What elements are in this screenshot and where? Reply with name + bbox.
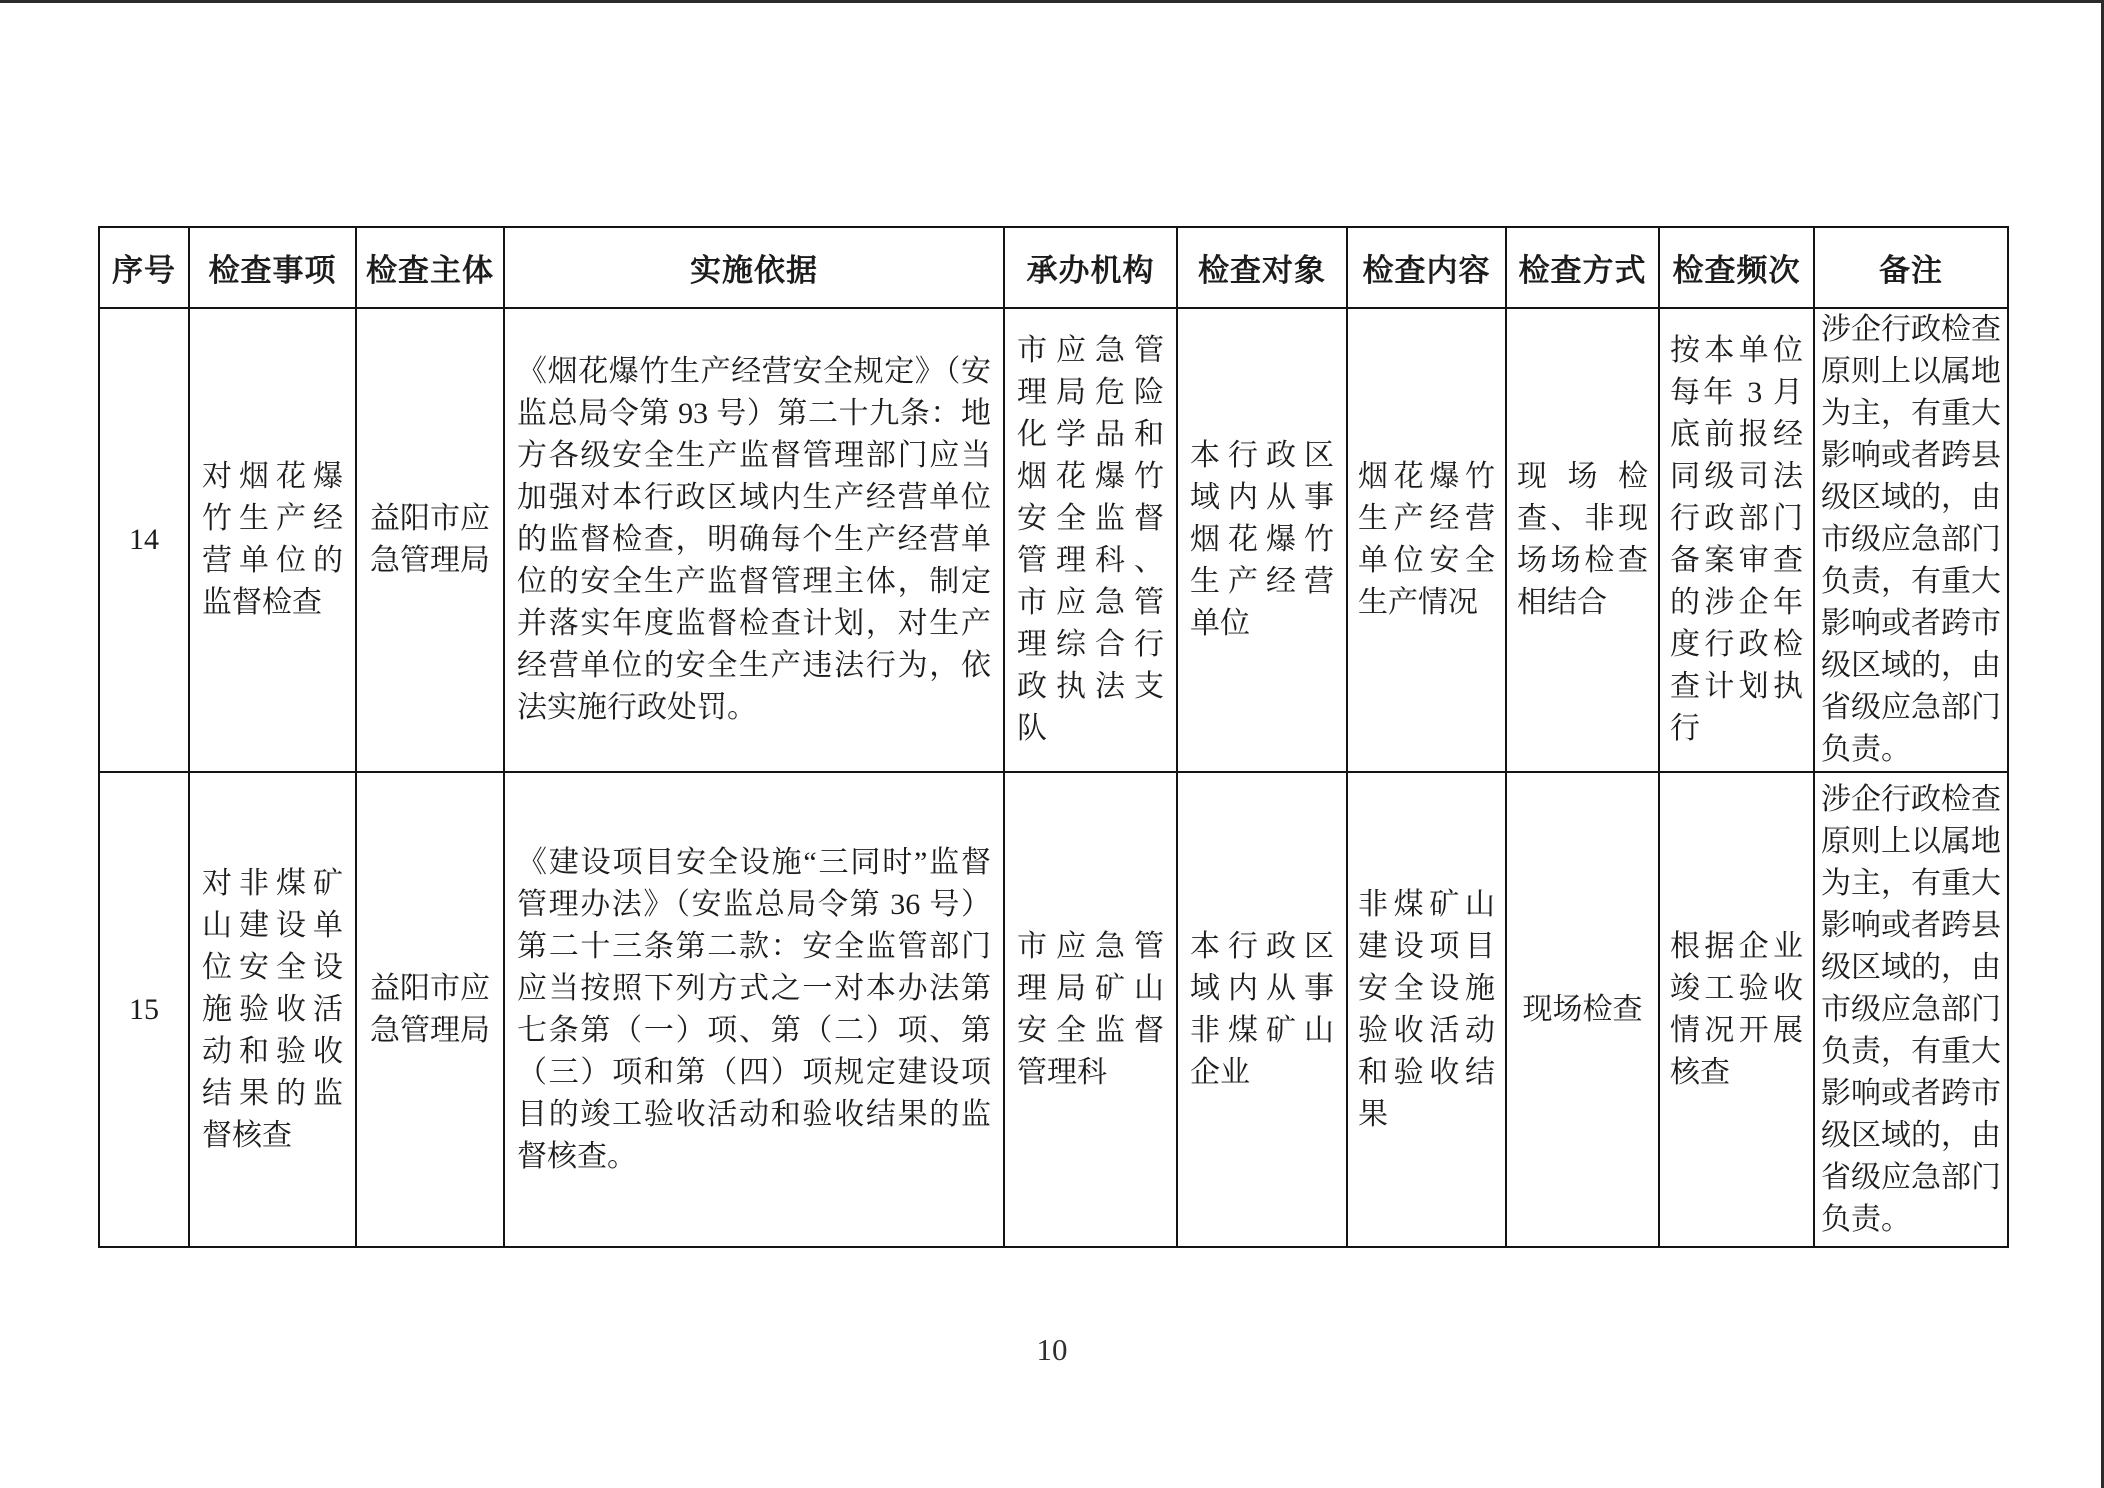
cell-inspection-item: 对非煤矿山建设单位安全设施验收活动和验收结果的监督核查	[189, 772, 356, 1247]
cell-seq: 14	[99, 308, 189, 772]
col-header-frequency: 检查频次	[1659, 227, 1814, 308]
cell-inspection-frequency: 按本单位每年 3 月底前报经同级司法行政部门备案审查的涉企年度行政检查计划执行	[1659, 308, 1814, 772]
table-row-15	[99, 772, 2008, 1247]
col-header-subject: 检查主体	[356, 227, 504, 308]
page-top-edge-line	[0, 0, 2104, 3]
inspection-items-table	[98, 226, 2009, 1248]
cell-implementation-basis: 《建设项目安全设施“三同时”监督管理办法》（安监总局令第 36 号）第二十三条第二款：安全监管部门应当按照下列方式之一对本办法第七条第（一）项、第（二）项、第（三）项和第（四）项规定建设项目的竣工验收活动和验收结果的监督核查。	[504, 772, 1004, 1247]
cell-inspection-object: 本行政区域内从事非煤矿山企业	[1177, 772, 1347, 1247]
cell-inspection-content: 非煤矿山建设项目安全设施验收活动和验收结果	[1347, 772, 1506, 1247]
cell-inspection-subject: 益阳市应急管理局	[356, 772, 504, 1247]
col-header-seq: 序号	[99, 227, 189, 308]
cell-inspection-item: 对烟花爆竹生产经营单位的监督检查	[189, 308, 356, 772]
cell-inspection-method: 现场检查	[1506, 772, 1659, 1247]
col-header-content: 检查内容	[1347, 227, 1506, 308]
col-header-method: 检查方式	[1506, 227, 1659, 308]
cell-inspection-object: 本行政区域内从事烟花爆竹生产经营单位	[1177, 308, 1347, 772]
cell-remark: 涉企行政检查原则上以属地为主，有重大影响或者跨县级区域的，由市级应急部门负责，有重大影响或者跨市级区域的，由省级应急部门负责。	[1814, 308, 2008, 772]
page-number: 10	[1036, 1332, 1068, 1367]
table-row-14	[99, 308, 2008, 772]
table-header-row	[99, 227, 2008, 308]
cell-implementation-basis: 《烟花爆竹生产经营安全规定》（安监总局令第 93 号）第二十九条：地方各级安全生产监督管理部门应当加强对本行政区域内生产经营单位的监督检查，明确每个生产经营单位的安全生产监督管理主体，制定并落实年度监督检查计划，对生产经营单位的安全生产违法行为，依法实施行政处罚。	[504, 308, 1004, 772]
cell-undertaking-organ: 市应急管理局危险化学品和烟花爆竹安全监督管理科、市应急管理综合行政执法支队	[1004, 308, 1177, 772]
cell-seq: 15	[99, 772, 189, 1247]
cell-undertaking-organ: 市应急管理局矿山安全监督管理科	[1004, 772, 1177, 1247]
col-header-remark: 备注	[1814, 227, 2008, 308]
col-header-organ: 承办机构	[1004, 227, 1177, 308]
cell-inspection-subject: 益阳市应急管理局	[356, 308, 504, 772]
col-header-basis: 实施依据	[504, 227, 1004, 308]
cell-remark: 涉企行政检查原则上以属地为主，有重大影响或者跨县级区域的，由市级应急部门负责，有重大影响或者跨市级区域的，由省级应急部门负责。	[1814, 772, 2008, 1247]
cell-inspection-frequency: 根据企业竣工验收情况开展核查	[1659, 772, 1814, 1247]
col-header-item: 检查事项	[189, 227, 356, 308]
cell-inspection-content: 烟花爆竹生产经营单位安全生产情况	[1347, 308, 1506, 772]
col-header-object: 检查对象	[1177, 227, 1347, 308]
cell-inspection-method: 现场检查、非现场场检查相结合	[1506, 308, 1659, 772]
